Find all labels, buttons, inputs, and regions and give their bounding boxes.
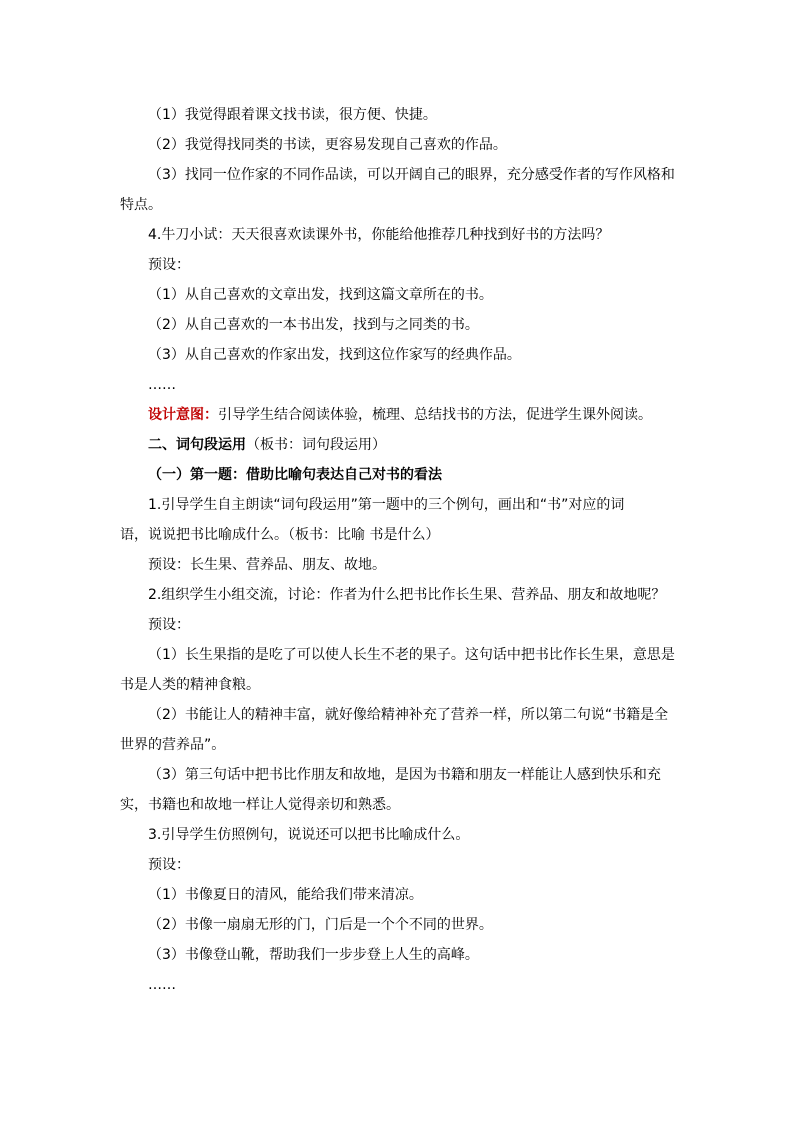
step-1-line-2: 语，说说把书比喻成什么。（板书：比喻 书是什么） [120, 527, 440, 543]
preset-3: （3）从自己喜欢的作家出发，找到这位作家写的经典作品。 [148, 347, 521, 363]
step-2-answer-3-line-1: （3）第三句话中把书比作朋友和故地，是因为书籍和朋友一样能让人感到快乐和充 [148, 767, 661, 783]
step-2-answer-1-line-1: （1）长生果指的是吃了可以使人长生不老的果子。这句话中把书比作长生果，意思是 [148, 647, 675, 663]
document-page [120, 100, 676, 1000]
answer-3-line-2: 特点。 [120, 197, 162, 213]
preset-2: （2）从自己喜欢的一本书出发，找到与之同类的书。 [148, 317, 479, 333]
section-2-heading [120, 430, 676, 460]
preset-label: 预设： [148, 257, 190, 273]
design-intent-label: 设计意图： [148, 407, 218, 423]
ellipsis: …… [148, 377, 176, 393]
section-2-note: （板书：词句段运用） [246, 437, 386, 453]
step-3: 3.引导学生仿照例句，说说还可以把书比喻成什么。 [148, 827, 470, 843]
step-2-preset-label: 预设： [148, 617, 190, 633]
step-2: 2.组织学生小组交流，讨论：作者为什么把书比作长生果、营养品、朋友和故地呢？ [148, 587, 666, 603]
answer-2: （2）我觉得找同类的书读，更容易发现自己喜欢的作品。 [148, 137, 507, 153]
ellipsis-end: …… [148, 977, 176, 993]
step-2-answer-2-line-1: （2）书能让人的精神丰富，就好像给精神补充了营养一样，所以第二句说“书籍是全 [148, 707, 669, 723]
task-4: 4.牛刀小试：天天很喜欢读课外书，你能给他推荐几种找到好书的方法吗？ [148, 227, 610, 243]
step-1-preset: 预设：长生果、营养品、朋友、故地。 [148, 557, 386, 573]
answer-1: （1）我觉得跟着课文找书读，很方便、快捷。 [148, 107, 437, 123]
step-1-line-1: 1.引导学生自主朗读“词句段运用”第一题中的三个例句，画出和“书”对应的词 [148, 497, 625, 513]
answer-3-line-1: （3）找同一位作家的不同作品读，可以开阔自己的眼界，充分感受作者的写作风格和 [148, 167, 675, 183]
design-intent-text: 引导学生结合阅读体验，梳理、总结找书的方法，促进学生课外阅读。 [218, 407, 652, 423]
step-2-answer-2-line-2: 世界的营养品”。 [120, 737, 226, 753]
subsection-1-heading: （一）第一题：借助比喻句表达自己对书的看法 [148, 467, 442, 483]
step-3-answer-2: （2）书像一扇扇无形的门，门后是一个个不同的世界。 [148, 917, 493, 933]
preset-1: （1）从自己喜欢的文章出发，找到这篇文章所在的书。 [148, 287, 493, 303]
step-2-answer-1-line-2: 书是人类的精神食粮。 [120, 677, 260, 693]
design-intent [120, 400, 676, 430]
step-2-answer-3-line-2: 实，书籍也和故地一样让人觉得亲切和熟悉。 [120, 797, 400, 813]
step-3-answer-3: （3）书像登山靴，帮助我们一步步登上人生的高峰。 [148, 947, 479, 963]
step-3-preset-label: 预设： [148, 857, 190, 873]
section-2-title: 二、词句段运用 [148, 437, 246, 453]
step-3-answer-1: （1）书像夏日的清风，能给我们带来清凉。 [148, 887, 423, 903]
